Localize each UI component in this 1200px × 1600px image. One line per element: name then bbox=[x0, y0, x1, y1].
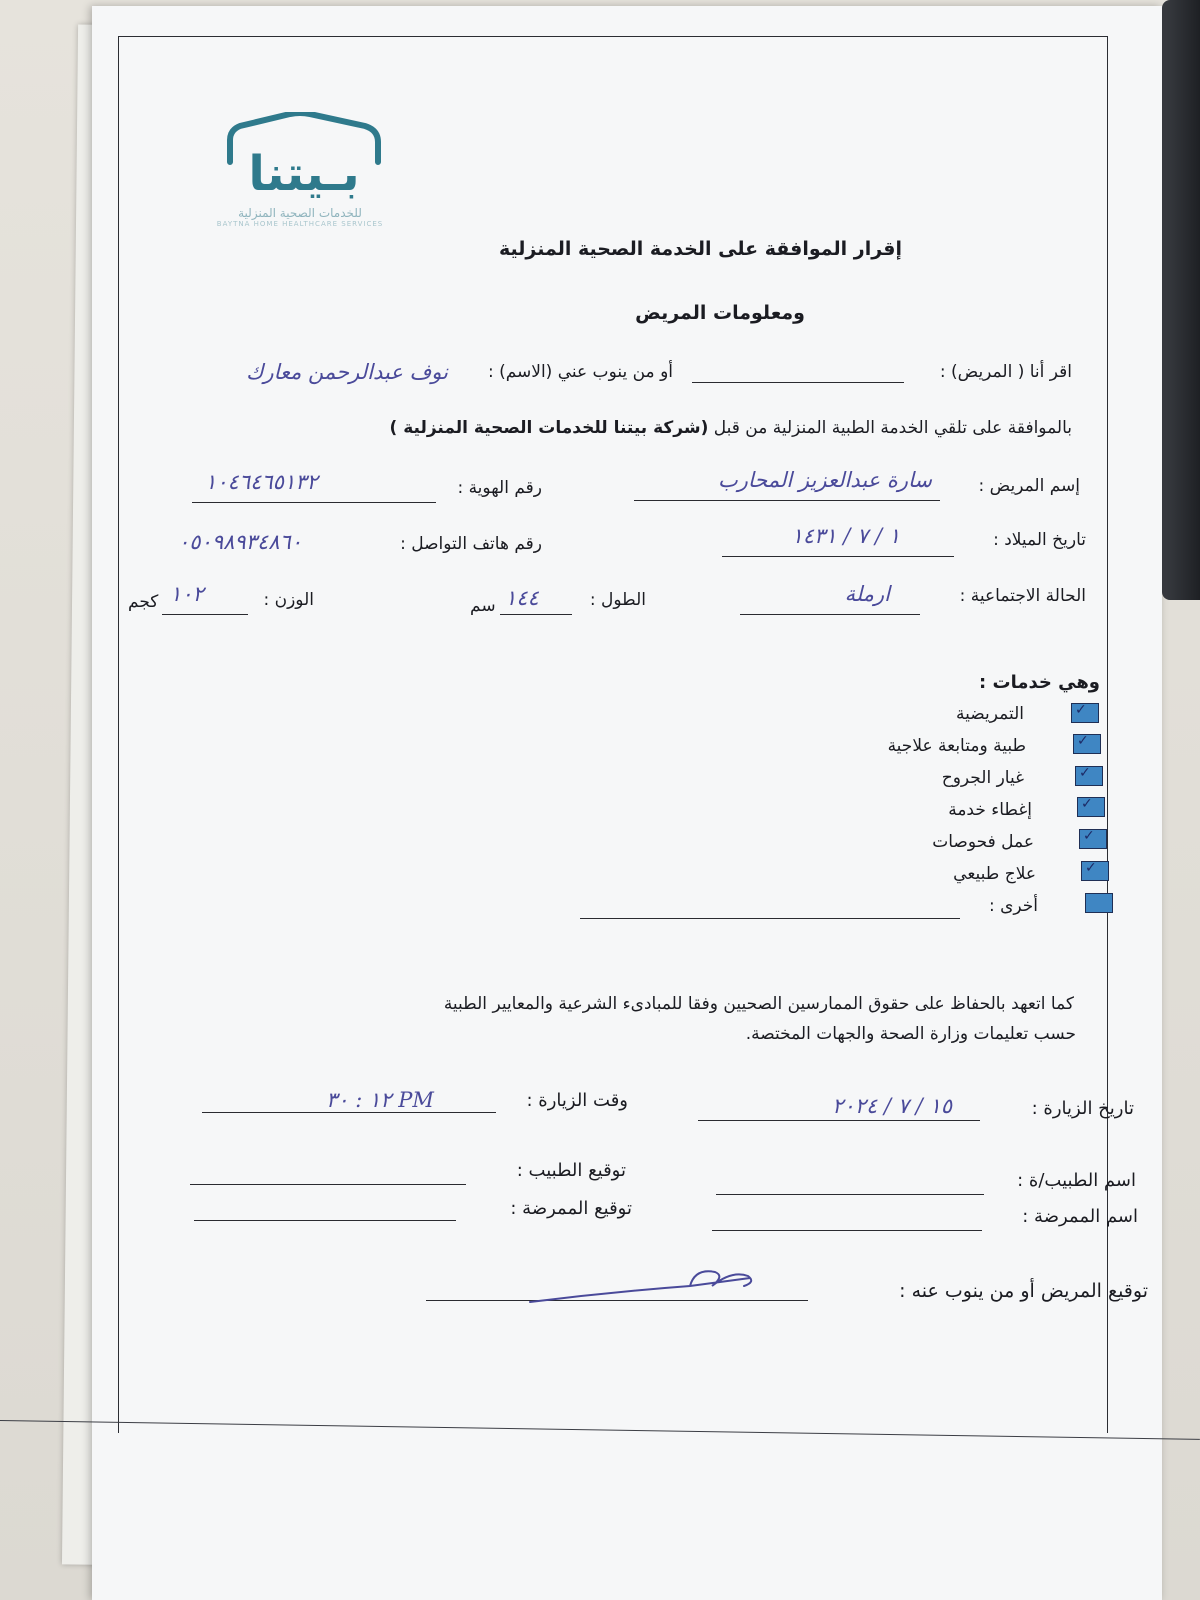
checkmark-icon: ✓ bbox=[1085, 860, 1097, 876]
intro-patient-label: اقر أنا ( المريض) : bbox=[939, 362, 1072, 382]
intro-consent-text: بالموافقة على تلقي الخدمة الطبية المنزلية من قبل bbox=[713, 418, 1072, 438]
checkmark-icon: ✓ bbox=[1077, 733, 1089, 749]
house-logo-icon bbox=[180, 112, 420, 212]
company-name: (شركة بيتنا للخدمات الصحية المنزلية ) bbox=[389, 418, 709, 438]
visit-time-value: ١٢ : ٣٠ PM bbox=[326, 1088, 434, 1112]
height-value: ١٤٤ bbox=[505, 586, 539, 610]
nurse-signature-label: توقيع الممرضة : bbox=[510, 1198, 632, 1219]
visit-date-value: ١٥ / ٧ / ٢٠٢٤ bbox=[832, 1094, 952, 1118]
dob-value: ١ / ٧ / ١٤٣١ bbox=[791, 524, 900, 548]
patient-name-value: سارة عبدالعزيز المحارب bbox=[718, 468, 932, 492]
nurse-name-label: اسم الممرضة : bbox=[1022, 1206, 1138, 1227]
doctor-name-label: اسم الطبيب/ة : bbox=[1017, 1170, 1136, 1191]
service-checkbox[interactable] bbox=[1071, 703, 1099, 723]
service-checkbox[interactable] bbox=[1081, 861, 1109, 881]
nurse-name-line[interactable] bbox=[712, 1230, 982, 1231]
patient-line bbox=[692, 382, 904, 383]
logo-wordmark: بـيتنا bbox=[248, 146, 360, 202]
weight-line bbox=[162, 614, 248, 615]
service-label: غيار الجروح bbox=[941, 768, 1024, 788]
intro-proxy-label: أو من ينوب عني (الاسم) : bbox=[487, 362, 673, 382]
form-subtitle: ومعلومات المريض bbox=[635, 302, 805, 324]
visit-date-line bbox=[698, 1120, 980, 1121]
doctor-signature-line[interactable] bbox=[190, 1184, 466, 1185]
visit-time-label: وقت الزيارة : bbox=[526, 1090, 628, 1111]
marital-line bbox=[740, 614, 920, 615]
form-title: إقرار الموافقة على الخدمة الصحية المنزلية bbox=[498, 238, 902, 260]
other-service-line[interactable] bbox=[580, 918, 960, 919]
service-checkbox[interactable] bbox=[1077, 797, 1105, 817]
baytna-logo bbox=[180, 112, 420, 228]
services-heading: وهي خدمات : bbox=[979, 672, 1100, 693]
checkmark-icon: ✓ bbox=[1081, 796, 1093, 812]
patient-name-line bbox=[634, 500, 940, 501]
service-checkbox[interactable] bbox=[1073, 734, 1101, 754]
height-unit: سم bbox=[470, 596, 496, 616]
service-label: إغطاء خدمة bbox=[948, 800, 1032, 820]
id-value: ١٠٤٦٤٦٥١٣٢ bbox=[205, 470, 318, 494]
patient-signature-label: توقيع المريض أو من ينوب عنه : bbox=[899, 1280, 1148, 1302]
height-label: الطول : bbox=[589, 590, 646, 610]
id-line bbox=[192, 502, 436, 503]
intro-consent-line bbox=[390, 418, 1072, 438]
service-label: طبية ومتابعة علاجية bbox=[887, 736, 1026, 756]
marital-status-label: الحالة الاجتماعية : bbox=[959, 586, 1086, 606]
checkmark-icon: ✓ bbox=[1079, 765, 1091, 781]
phone-value: ٠٥٠٩٨٩٣٤٨٦٠ bbox=[178, 530, 303, 554]
logo-subtitle: للخدمات الصحية المنزلية bbox=[238, 206, 362, 220]
logo-subtitle-en: BAYTNA HOME HEALTHCARE SERVICES bbox=[216, 220, 384, 228]
height-line bbox=[500, 614, 572, 615]
service-label: عمل فحوصات bbox=[932, 832, 1034, 852]
patient-name-label: إسم المريض : bbox=[978, 476, 1080, 496]
visit-date-label: تاريخ الزيارة : bbox=[1031, 1098, 1134, 1119]
proxy-name-handwritten: نوف عبدالرحمن معارك bbox=[246, 360, 448, 384]
service-label-other: أخرى : bbox=[988, 896, 1038, 916]
service-checkbox[interactable] bbox=[1075, 766, 1103, 786]
visit-time-line bbox=[202, 1112, 496, 1113]
phone-label: رقم هاتف التواصل : bbox=[400, 534, 542, 554]
weight-unit: كجم bbox=[128, 592, 159, 612]
service-checkbox-other[interactable] bbox=[1085, 893, 1113, 913]
doctor-signature-label: توقيع الطبيب : bbox=[516, 1160, 626, 1181]
dob-line bbox=[722, 556, 954, 557]
service-label: علاج طبيعي bbox=[953, 864, 1036, 884]
checkmark-icon: ✓ bbox=[1075, 702, 1087, 718]
weight-value: ١٠٢ bbox=[170, 582, 204, 606]
dob-label: تاريخ الميلاد : bbox=[993, 530, 1086, 550]
dark-object-edge bbox=[1162, 0, 1200, 600]
checkmark-icon: ✓ bbox=[1083, 828, 1095, 844]
pledge-line-2: حسب تعليمات وزارة الصحة والجهات المختصة. bbox=[745, 1024, 1076, 1044]
weight-label: الوزن : bbox=[263, 590, 314, 610]
marital-status-value: ارملة bbox=[844, 582, 890, 606]
service-label: التمريضية bbox=[956, 704, 1024, 724]
service-checkbox[interactable] bbox=[1079, 829, 1107, 849]
doctor-name-line[interactable] bbox=[716, 1194, 984, 1195]
pledge-line-1: كما اتعهد بالحفاظ على حقوق الممارسين الصحيين وفقا للمبادىء الشرعية والمعايير الطبية bbox=[443, 994, 1074, 1014]
id-label: رقم الهوية : bbox=[457, 478, 542, 498]
nurse-signature-line[interactable] bbox=[194, 1220, 456, 1221]
patient-signature-mark bbox=[520, 1262, 780, 1308]
